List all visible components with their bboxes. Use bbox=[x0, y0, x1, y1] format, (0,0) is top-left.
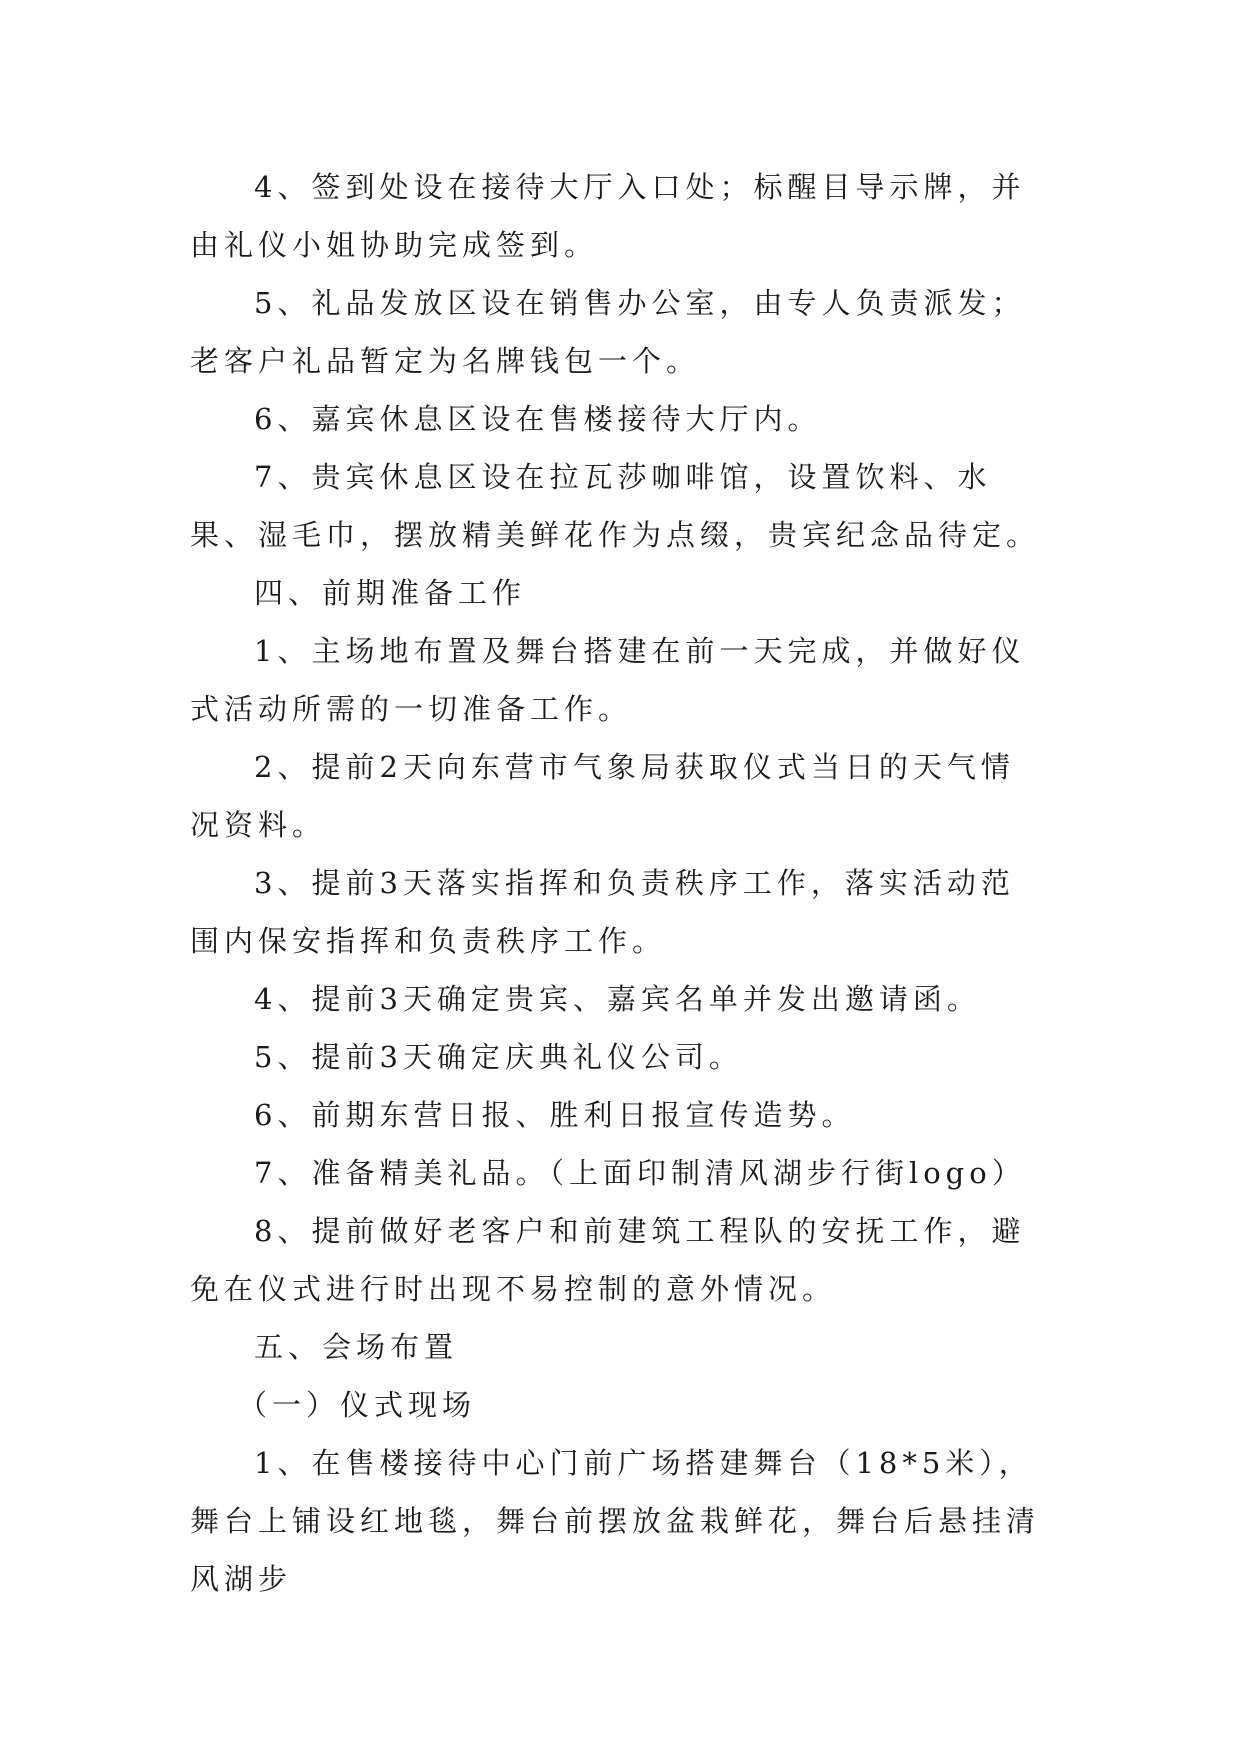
paragraph-guest-lounge: 6、嘉宾休息区设在售楼接待大厅内。 bbox=[254, 402, 822, 436]
section-heading-preparation: 四、前期准备工作 bbox=[254, 576, 527, 610]
paragraph-prep-5: 5、提前3天确定庆典礼仪公司。 bbox=[254, 1040, 743, 1074]
paragraph-prep-4: 4、提前3天确定贵宾、嘉宾名单并发出邀请函。 bbox=[254, 982, 981, 1016]
paragraph-signin: 4、签到处设在接待大厅入口处；标醒目导示牌，并由礼仪小姐协助完成签到。 bbox=[190, 170, 1026, 262]
document-body bbox=[190, 158, 1048, 1608]
paragraph-prep-8: 8、提前做好老客户和前建筑工程队的安抚工作，避免在仪式进行时出现不易控制的意外情况。 bbox=[190, 1214, 1026, 1306]
section-heading-venue: 五、会场布置 bbox=[254, 1330, 459, 1364]
paragraph-stage: 1、在售楼接待中心门前广场搭建舞台（18*5米），舞台上铺设红地毯，舞台前摆放盆栽鲜花，舞台后悬挂清风湖步 bbox=[190, 1446, 1041, 1596]
subsection-heading-ceremony-site: （一）仪式现场 bbox=[238, 1388, 477, 1422]
paragraph-gift-area: 5、礼品发放区设在销售办公室，由专人负责派发；老客户礼品暂定为名牌钱包一个。 bbox=[190, 286, 1026, 378]
paragraph-prep-2: 2、提前2天向东营市气象局获取仪式当日的天气情况资料。 bbox=[190, 750, 1015, 842]
paragraph-prep-6: 6、前期东营日报、胜利日报宣传造势。 bbox=[254, 1098, 856, 1132]
paragraph-prep-3: 3、提前3天落实指挥和负责秩序工作，落实活动范围内保安指挥和负责秩序工作。 bbox=[190, 866, 1015, 958]
paragraph-vip-lounge: 7、贵宾休息区设在拉瓦莎咖啡馆，设置饮料、水果、湿毛巾，摆放精美鲜花作为点缀，贵宾纪念品待定。 bbox=[190, 460, 1041, 552]
paragraph-prep-7: 7、准备精美礼品。（上面印制清风湖步行街logo） bbox=[254, 1156, 1026, 1190]
paragraph-prep-1: 1、主场地布置及舞台搭建在前一天完成，并做好仪式活动所需的一切准备工作。 bbox=[190, 634, 1026, 726]
